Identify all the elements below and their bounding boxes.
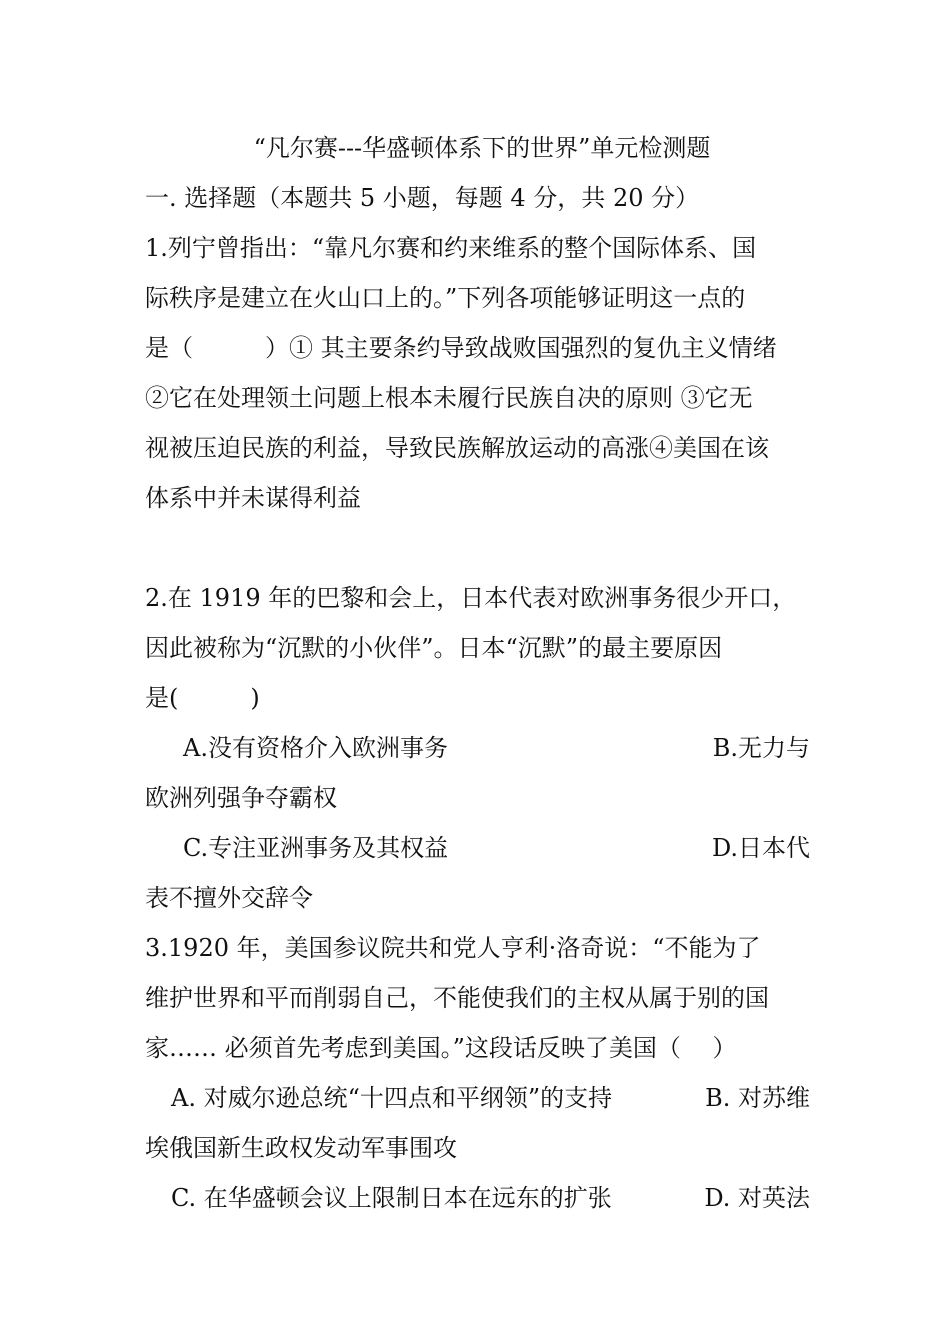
page-title: “凡尔赛---华盛顿体系下的世界”单元检测题	[253, 134, 711, 162]
q2-options-row	[145, 733, 810, 763]
q3-options-row	[145, 1083, 810, 1113]
q1-text-line: 体系中并未谋得利益	[145, 484, 361, 512]
q2-option-c: C.专注亚洲事务及其权益	[183, 834, 449, 862]
q2-options-row	[145, 833, 810, 863]
q1-text-line: 是（ ）① 其主要条约导致战败国强烈的复仇主义情绪	[145, 334, 777, 362]
q2-text-line: 是( )	[145, 684, 260, 712]
q2-option-d: D.日本代	[711, 834, 810, 862]
q2-option-b-cont: 欧洲列强争夺霸权	[145, 784, 337, 812]
q3-option-a: A. 对威尔逊总统“十四点和平纲领”的支持	[171, 1084, 613, 1112]
q3-text-line: 家…… 必须首先考虑到美国。”这段话反映了美国（ ）	[145, 1034, 737, 1062]
section-heading: 一. 选择题（本题共 5 小题，每题 4 分，共 20 分）	[145, 184, 700, 212]
q3-option-b: B. 对苏维	[705, 1084, 810, 1112]
q3-options-row	[145, 1183, 810, 1213]
q1-text-line: 1.列宁曾指出：“靠凡尔赛和约来维系的整个国际体系、国	[145, 234, 757, 262]
q3-option-c: C. 在华盛顿会议上限制日本在远东的扩张	[171, 1184, 612, 1212]
q3-text-line: 维护世界和平而削弱自己，不能使我们的主权从属于别的国	[145, 984, 769, 1012]
q2-option-a: A.没有资格介入欧洲事务	[183, 734, 448, 762]
q2-text-line: 因此被称为“沉默的小伙伴”。日本“沉默”的最主要原因	[145, 634, 723, 662]
q3-option-d: D. 对英法	[704, 1184, 810, 1212]
q1-text-line: 际秩序是建立在火山口上的。”下列各项能够证明这一点的	[145, 284, 746, 312]
q3-option-b-cont: 埃俄国新生政权发动军事围攻	[145, 1134, 457, 1162]
q2-option-b: B.无力与	[712, 734, 810, 762]
q2-option-d-cont: 表不擅外交辞令	[145, 884, 313, 912]
q1-text-line: ②它在处理领土问题上根本未履行民族自决的原则 ③它无	[145, 384, 753, 412]
q3-text-line: 3.1920 年，美国参议院共和党人亨利·洛奇说：“不能为了	[145, 934, 761, 962]
q1-text-line: 视被压迫民族的利益，导致民族解放运动的高涨④美国在该	[145, 434, 769, 462]
q2-text-line: 2.在 1919 年的巴黎和会上，日本代表对欧洲事务很少开口，	[145, 584, 797, 612]
